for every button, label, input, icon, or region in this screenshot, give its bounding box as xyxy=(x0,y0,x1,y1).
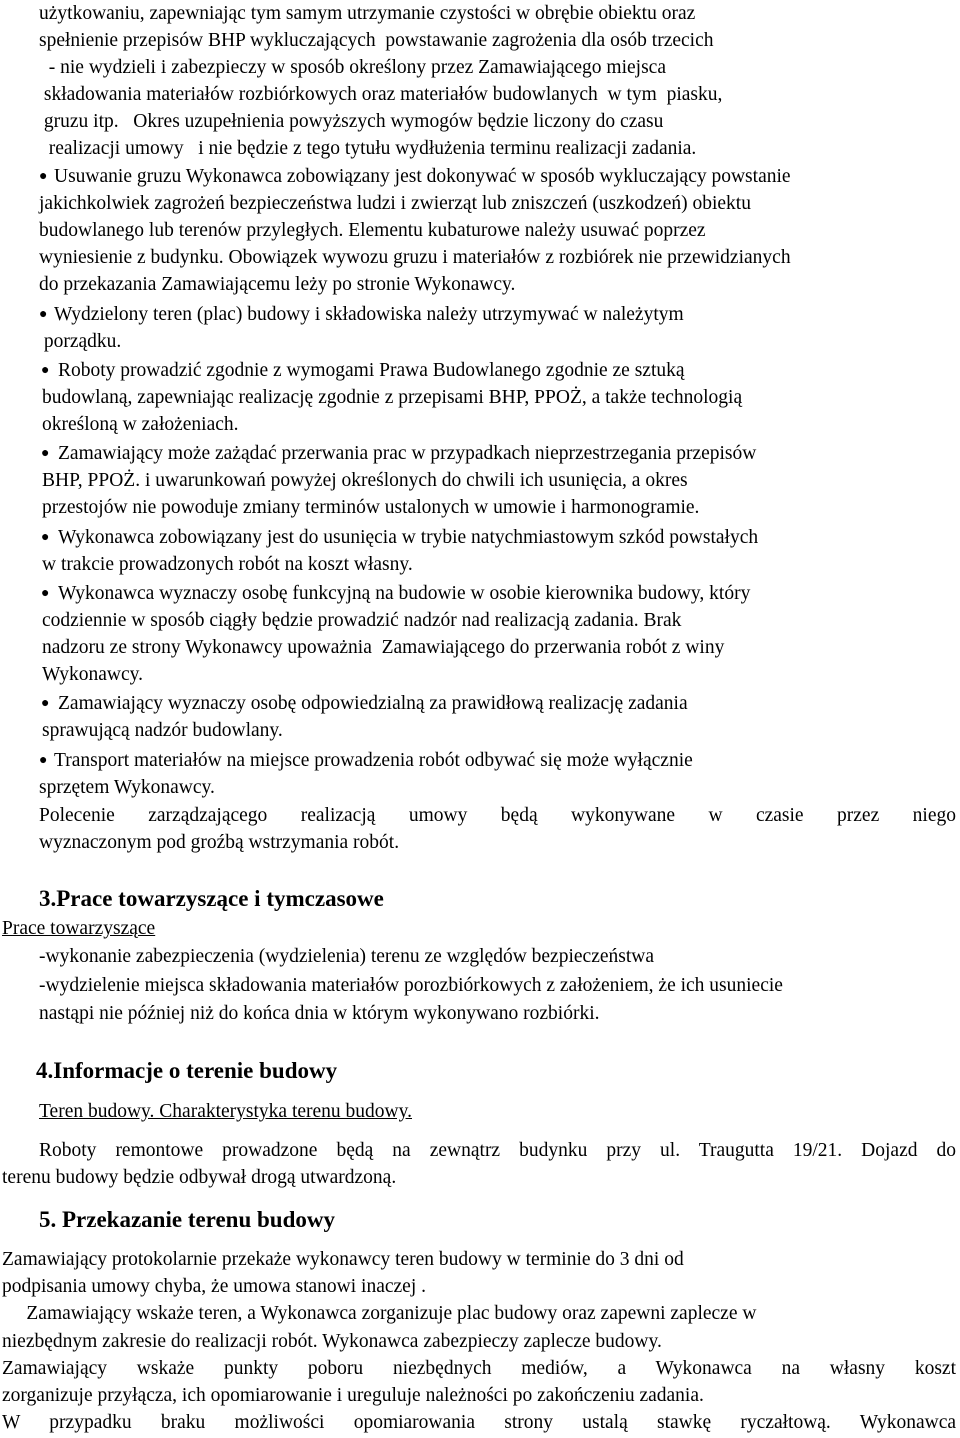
text-line: Transport materiałów na miejsce prowadzenia robót odbywać się może wyłącznie xyxy=(54,750,693,771)
bullet-icon: ● xyxy=(39,307,48,322)
text-line: porządku. xyxy=(39,331,122,352)
text-line: Roboty prowadzić zgodnie z wymogami Prawa Budowlanego zgodnie ze sztuką xyxy=(58,360,685,381)
bullet-icon: ● xyxy=(39,169,48,184)
text-line: - nie wydzieli i zabezpieczy w sposób określony przez Zamawiającego miejsca xyxy=(39,57,666,78)
text-line: realizacji umowy i nie będzie z tego tytułu wydłużenia terminu realizacji zadania. xyxy=(39,138,697,159)
text-line: do przekazania Zamawiającemu leży po stronie Wykonawcy. xyxy=(39,274,516,295)
bullet-icon: ● xyxy=(41,696,50,711)
text-line: określoną w założeniach. xyxy=(42,414,239,435)
text-line: Wykonawca zobowiązany jest do usunięcia w trybie natychmiastowym szkód powstałych xyxy=(58,527,759,548)
text-line: -wykonanie zabezpieczenia (wydzielenia) terenu ze względów bezpieczeństwa xyxy=(39,946,654,967)
text-line: Polecenie zarządzającego realizacją umowy będą wykonywane w czasie przez niego xyxy=(39,805,956,826)
text-line: W przypadku braku możliwości opomiarowania strony ustalą stawkę ryczałtową. Wykonawca xyxy=(2,1412,956,1433)
text-line: Wydzielony teren (plac) budowy i składowiska należy utrzymywać w należytym xyxy=(54,304,684,325)
text-line: spełnienie przepisów BHP wykluczających powstawanie zagrożenia dla osób trzecich xyxy=(39,30,714,51)
text-line: jakichkolwiek zagrożeń bezpieczeństwa ludzi i zwierząt lub zniszczeń (uszkodzeń) obiektu xyxy=(39,193,751,214)
text-line: Zamawiający protokolarnie przekaże wykonawcy teren budowy w terminie do 3 dni od xyxy=(2,1249,684,1270)
text-line: użytkowaniu, zapewniając tym samym utrzymanie czystości w obrębie obiektu oraz xyxy=(39,3,696,24)
bullet-icon: ● xyxy=(41,586,50,601)
text-line: sprzętem Wykonawcy. xyxy=(39,777,215,798)
text-line: Wykonawca wyznaczy osobę funkcyjną na budowie w osobie kierownika budowy, który xyxy=(58,583,751,604)
bullet-icon: ● xyxy=(41,363,50,378)
text-line: Zamawiający wyznaczy osobę odpowiedzialną za prawidłową realizację zadania xyxy=(58,693,688,714)
text-line: zorganizuje przyłącza, ich opomiarowanie i ureguluje należności po zakończeniu zadania. xyxy=(2,1385,704,1406)
text-line: przestojów nie powoduje zmiany terminów ustalonych w umowie i harmonogramie. xyxy=(42,497,700,518)
bullet-icon: ● xyxy=(41,530,50,545)
text-line: -wydzielenie miejsca składowania materiałów porozbiórkowych z założeniem, że ich usuniecie xyxy=(39,975,783,996)
text-line: wyniesienie z budynku. Obowiązek wywozu gruzu i materiałów z rozbiórek nie przewidzianych xyxy=(39,247,791,268)
section-heading: 4.Informacje o terenie budowy xyxy=(36,1058,338,1083)
text-line: w trakcie prowadzonych robót na koszt własny. xyxy=(42,554,413,575)
text-line: nastąpi nie później niż do końca dnia w którym wykonywano rozbiórki. xyxy=(39,1003,600,1024)
text-line: codziennie w sposób ciągły będzie prowadzić nadzór nad realizacją zadania. Brak xyxy=(42,610,682,631)
text-line: Wykonawcy. xyxy=(42,664,143,685)
section-subheading: Teren budowy. Charakterystyka terenu budowy. xyxy=(39,1101,412,1122)
text-line: BHP, PPOŻ. i uwarunkowań powyżej określonych do chwili ich usunięcia, a okres xyxy=(42,470,688,491)
text-line: gruzu itp. Okres uzupełnienia powyższych wymogów będzie liczony do czasu xyxy=(39,111,664,132)
text-line: Roboty remontowe prowadzone będą na zewnątrz budynku przy ul. Traugutta 19/21. Dojazd do xyxy=(39,1140,956,1161)
section-heading: 5. Przekazanie terenu budowy xyxy=(39,1207,336,1232)
text-line: budowlaną, zapewniając realizację zgodnie z przepisami BHP, PPOŻ, a także technologią xyxy=(42,387,743,408)
text-line: Zamawiający wskaże teren, a Wykonawca zorganizuje plac budowy oraz zapewni zaplecze w xyxy=(2,1303,757,1324)
bullet-icon: ● xyxy=(39,753,48,768)
bullet-icon: ● xyxy=(41,446,50,461)
text-line: Zamawiający może zażądać przerwania prac w przypadkach nieprzestrzegania przepisów xyxy=(58,443,757,464)
text-line: Usuwanie gruzu Wykonawca zobowiązany jest dokonywać w sposób wykluczający powstanie xyxy=(54,166,791,187)
section-heading: 3.Prace towarzyszące i tymczasowe xyxy=(39,886,384,911)
text-line: nadzoru ze strony Wykonawcy upoważnia Zamawiającego do przerwania robót z winy xyxy=(42,637,725,658)
text-line: wyznaczonym pod groźbą wstrzymania robót. xyxy=(39,832,400,853)
section-subheading: Prace towarzyszące xyxy=(2,918,156,939)
text-line: budowlanego lub terenów przyległych. Elementu kubaturowe należy usuwać poprzez xyxy=(39,220,706,241)
text-line: niezbędnym zakresie do realizacji robót. Wykonawca zabezpieczy zaplecze budowy. xyxy=(2,1331,662,1352)
text-line: Zamawiający wskaże punkty poboru niezbędnych mediów, a Wykonawca na własny koszt xyxy=(2,1358,956,1379)
text-line: sprawującą nadzór budowlany. xyxy=(42,720,283,741)
text-line: podpisania umowy chyba, że umowa stanowi inaczej . xyxy=(2,1276,427,1297)
text-line: terenu budowy będzie odbywał drogą utwardzoną. xyxy=(2,1167,397,1188)
text-line: składowania materiałów rozbiórkowych oraz materiałów budowlanych w tym piasku, xyxy=(39,84,723,105)
